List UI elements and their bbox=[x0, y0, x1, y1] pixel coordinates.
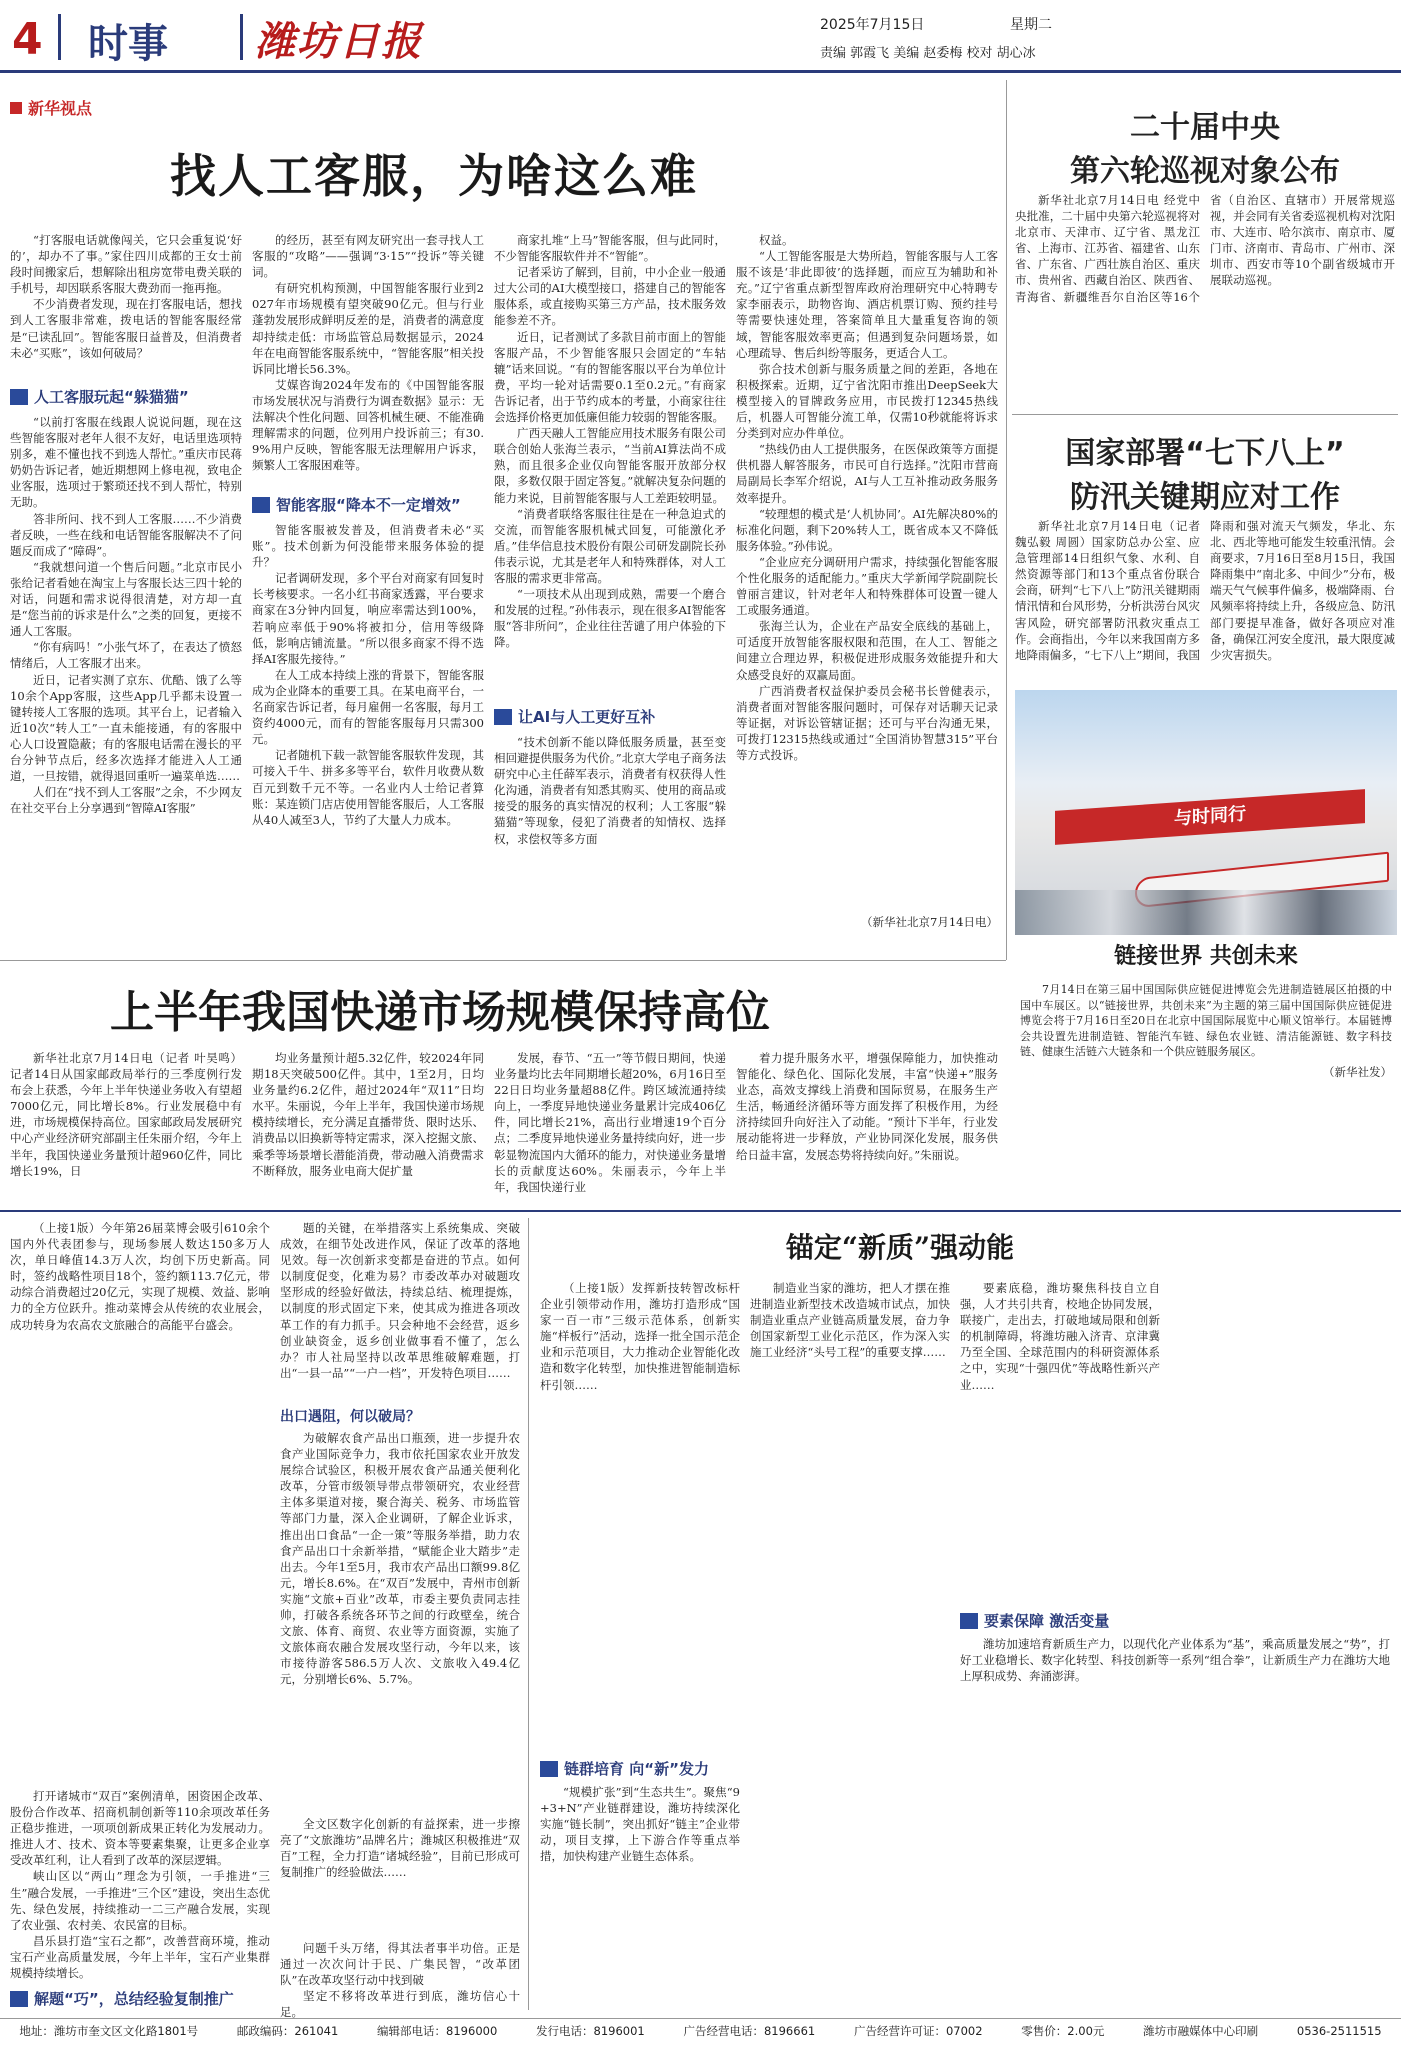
box-headline: 第六轮巡视对象公布 bbox=[1070, 154, 1340, 189]
square-icon bbox=[10, 389, 28, 405]
column-divider bbox=[1006, 80, 1007, 960]
square-icon bbox=[960, 1613, 978, 1629]
article-subheading: 让AI与人工更好互补 bbox=[494, 706, 726, 727]
header-rule bbox=[0, 70, 1401, 73]
article-column: 潍坊加速培育新质生产力，以现代化产业体系为“基”，乘高质量发展之“势”，打好工业稳增长、数字化转型、科技创新等一系列“组合拳”，让新质生产力在潍坊大地上厚积成势、奔涌澎湃。 bbox=[960, 1637, 1390, 1684]
news-photo bbox=[1015, 690, 1397, 935]
article-subheading: 解题“巧”，总结经验复制推广 bbox=[10, 1988, 270, 2009]
footer-ad: 广告经营电话：8196661 bbox=[683, 2024, 816, 2038]
article-column: 问题千头万绪，得其法者事半功倍。正是通过一次次问计于民、广集民智，“改革团队”在改革攻坚行动中找到破 坚定不移将改革进行到底，潍坊信心十足。 bbox=[280, 1941, 520, 2020]
footer-delivery: 发行电话：8196001 bbox=[536, 2024, 645, 2038]
footer-editphone: 编辑部电话：8196000 bbox=[377, 2024, 498, 2038]
editor-credits: 责编 郭霞飞 美编 赵委梅 校对 胡心冰 bbox=[820, 46, 1036, 61]
photo-crowd bbox=[1015, 890, 1397, 935]
article-column: 发展，春节、“五一”等节假日期间，快递业务量均比去年同期增长超20%，6月16日至22日日均业务量超88亿件。跨区域流通持续向上，一季度异地快递业务量累计完成406亿件，同比增长21%，高出行业增速19个百分点；二季度异地快递业务量持续向好，进一步彰显物流国内大循环的能力，对快递业务量增长的贡献度达60%。朱丽表示，今年上半年，我国快递行业 bbox=[494, 1051, 726, 1194]
article-dateline: （新华社北京7月14日电） bbox=[861, 915, 998, 929]
footer-printer: 潍坊市融媒体中心印刷 bbox=[1143, 2024, 1259, 2038]
xinhua-label: 新华视点 bbox=[10, 96, 92, 119]
header-divider bbox=[240, 14, 243, 60]
article-column: 均业务量预计超5.32亿件，较2024年同期18天突破500亿件。其中，1至2月，日均业务量约6.2亿件，超过2024年“双11”日均水平。朱丽说，今年上半年，我国快递市场规模持续增长，充分满足直播带货、限时达乐、消费品以旧换新等特定需求，深入挖掘文旅、乘季等场景增长潜能消费，带动融入消费需求不断释放，服务业电商大促扩量 bbox=[252, 1051, 484, 1178]
article-column: “打客服电话就像闯关，它只会重复说‘好的’，却办不了事。”家住四川成都的王女士前段时间搬家后，想解除出租房宽带电费关联的手机号，却因联系客服大费劲而一拖再拖。 不少消费者发现，现在打客服电话，想找到人工客服非常难，拨电话的智能客服经常是“已读乱回”。智能客服日益普及，但消费者未必“买账”，该如何破局？ bbox=[10, 233, 242, 360]
photo-headline: 链接世界 共创未来 bbox=[1020, 935, 1392, 979]
section-divider bbox=[0, 960, 1006, 961]
photo-caption: 7月14日在第三届中国国际供应链促进博览会先进制造链展区拍摄的中国中车展区。以“链接世界，共创未来”为主题的第三届中国国际供应链促进博览会将于7月16日至20日在北京中国国际展览中心顺义馆举行。本届链博会共设置先进制造链、智能汽车链、绿色农业链、清洁能源链、数字科技链、健康生活链六大链条和一个供应链服务展区。 bbox=[1020, 983, 1392, 1058]
issue-weekday: 星期二 bbox=[1010, 17, 1052, 33]
article-column: “以前打客服在线跟人说说问题，现在这些智能客服对老年人很不友好，电话里选项特别多，难不懂也找不到选人帮忙。”重庆市民蒋奶奶告诉记者，她近期想网上修电视，致电企业客服，选项过于繁琐还找不到人帮忙，特别无助。 答非所问、找不到人工客服……不少消费者反映，一些在线和电话智能客服解决不了问题反而成了“障碍”。 “我就想问道一个售后问题。”北京市民小张给记者看她在淘宝上与客服长达三四十轮的对话，问题和需求说得很清楚，对方却一直是“您当前的诉求是什么”之类的回复，更接不通人工客服。 “你有病吗！”小张气坏了，在表达了愤怒情绪后，人工客服才出来。 近日，记者实测了京东、优酷、饿了么等10余个App客服，这些App几乎都未设置一键转接人工客服的选项。其平台上，记者输入近10次“转人工”一直未能接通，有的客服中心人口设置隐蔽；有的客服电话需在漫长的平台分钟节点后，经多次选择才能进入人工通道，一旦按错，就得退回重听一遍菜单选…… 人们在“找不到人工客服”之余，不少网友在社交平台上分享遇到“智障AI客服” bbox=[10, 415, 242, 816]
photo-credit: （新华社发） bbox=[1323, 1065, 1392, 1079]
article-column: 着力提升服务水平，增强保障能力，加快推动智能化、绿色化、国际化发展，丰富“快递+”服务业态，高效支撑线上消费和国际贸易，在服务生产生活，畅通经济循环等方面发挥了积极作用，为经济持续回升向好注入了动能。“预计下半年，行业发展动能将进一步释放，产业协同深化发展，服务供给日益丰富，发展态势将持续向好。”朱丽说。 bbox=[736, 1051, 998, 1162]
box-headline: 防汛关键期应对工作 bbox=[1070, 480, 1340, 515]
square-icon bbox=[10, 102, 22, 114]
article-column: 为破解农食产品出口瓶颈，进一步提升农食产业国际竞争力，我市依托国家农业开放发展综合试验区，积极开展农食产品通关便利化改革，分管市级领导带点带领研究，农业经营主体多渠道对接，聚合海关、税务、市场监管等部门力量，深入企业调研，了解企业诉求，推出出口食品“一企一策”等服务举措，助力农食产品出口十余新举措，“赋能企业大踏步”走出去。今年1至5月，我市农产品出口额99.8亿元，增长8.6%。在“双百”发展中，青州市创新实施“文旅+百业”改革，市委主要负责同志挂帅，打破各系统各环节之间的行政壁垒，统合文旅、体育、商贸、农业等方面资源，实施了文旅体商农融合发展攻坚行动，今年以来，该市接待游客586.5万人次、文旅收入49.4亿元，分别增长6%、5.7%。 bbox=[280, 1431, 520, 1687]
article-column: 商家扎堆“上马”智能客服，但与此同时，不少智能客服软件并不“智能”。 记者采访了解到，目前，中小企业一般通过大公司的AI大模型接口，搭建自己的智能客服体系，或直接购买第三方产品，技术服务效能参差不齐。 近日，记者测试了多款目前市面上的智能客服产品，不少智能客服只会固定的“车轱辘”话来回说。“有的智能客服以平台为单位计费，平均一轮对话需要0.1至0.2元。”有商家告诉记者，出于节约成本的考量，小商家往往会选择价格更加低廉但能力较弱的智能客服。 广西天融人工智能应用技术服务有限公司联合创始人张海兰表示，“当前AI算法尚不成熟，而且很多企业仅向智能客服开放部分权限，多数仅限于固定答复。”就解决复杂问题的能力来说，目前智能客服与人工差距较明显。 “消费者联络客服往往是在一种急迫式的交流，而智能客服机械式回复，可能激化矛盾。”佳华信息技术股份有限公司研发副院长孙伟表示说，尤其是老年人和特殊群体，对人工客服的需求更非常高。 “一项技术从出现到成熟，需要一个磨合和发展的过程。”孙伟表示，现在很多AI智能客服“答非所问”，企业往往苦谴了用户体验的下降。 bbox=[494, 233, 726, 650]
box-divider bbox=[1012, 414, 1398, 415]
article-subheading: 要素保障 激活变量 bbox=[960, 1610, 1160, 1631]
article-column: 新华社北京7月14日电（记者 叶昊鸣）记者14日从国家邮政局举行的三季度例行发布会上获悉，今年上半年快递业务收入有望超7000亿元，同比增长8%。行业发展稳中有进，市场规模保持高位。国家邮政局发展研究中心产业经济研究部副主任朱丽介绍，今年上半年，我国快递业务量预计超960亿件，同比增长19%，日 bbox=[10, 1051, 242, 1178]
section-title: 时事 bbox=[88, 21, 168, 67]
footer-tel: 0536-2511515 bbox=[1296, 2024, 1382, 2038]
header-divider bbox=[58, 14, 61, 60]
article-column: 题的关键，在举措落实上系统集成、突破成效，在细节处改进作风，保证了改革的落地见效。每一次创新求变都是奋进的节点。如何以制度促变，化难为易？市委改革办对破题攻坚形成的经验好做法，持续总结、梳理提炼，以制度的形式固定下来，使其成为推进各项改革工作的有力抓手。只会种地不会经营，返乡创业缺资金，返乡创业做事看不懂了，怎么办？市人社局坚持以改革思维破解难题，打出“一县一品”“一户一档”，开发特色项目…… bbox=[280, 1221, 520, 1380]
article-column: 智能客服被发普及，但消费者未必“买账”。技术创新为何没能带来服务体验的提升？ 记者调研发现，多个平台对商家有回复时长考核要求。一名小红书商家透露，平台要求商家在3分钟内回复，响应率需达到100%，若响应率低于90%将被扣分，信用等级降低，影响店铺流量。“所以很多商家不得不选择AI客服先接待。” 在人工成本持续上涨的背景下，智能客服成为企业降本的重要工具。在某电商平台，一名商家告诉记者，每月雇佣一名客服，每月工资约4000元，而有的智能客服每月只需300元。 记者随机下载一款智能客服软件发现，其可接入千牛、拼多多等平台，软件月收费从数百元到数千元不等。一名业内人士给记者算账：某连锁门店店使用智能客服后，人工客服从40人减至3人，节约了大量人力成本。 bbox=[252, 523, 484, 827]
footer-adlicense: 广告经营许可证：07002 bbox=[853, 2024, 983, 2038]
article-column: （上接1版）发挥新技转智改标杆企业引领带动作用，潍坊打造形成“国家一百一市”三级示范体系，创新实施“样板行”活动，选择一批全国示范企业和示范项目，大力推动企业智能化改造和数字化转型，加快推进智能制造标杆引领…… bbox=[540, 1281, 741, 1392]
article-column: 全文区数字化创新的有益探索，进一步擦亮了“文旅潍坊”品牌名片；潍城区积极推进“双百”工程，全力打造“诸城经验”，目前已形成可复制推广的经验做法…… bbox=[280, 1817, 520, 1880]
footer-address: 地址：潍坊市奎文区文化路1801号 bbox=[19, 2024, 199, 2038]
article-column: 权益。 “人工智能客服是大势所趋，智能客服与人工客服不该是‘非此即彼’的选择题，而应互为辅助和补充。”辽宁省重点新型智库政府治理研究中心特聘专家李丽表示，助物咨询、酒店机票订购、预约挂号等需要快速处理，答案简单且大量重复咨询的领域，智能客服效率更高；但遇到复杂问题场景，如心理疏导、售后纠纷等服务，更适合人工。 弥合技术创新与服务质量之间的差距，各地在积极探索。近期，辽宁省沈阳市推出DeepSeek大模型接入的冒牌政务应用，市民拨打12345热线后，机器人可智能分流工单，仅需10秒就能将诉求分类到对应办件单位。 “热线仍由人工提供服务，在医保政策等方面提供机器人解答服务，市民可自行选择。”沈阳市营商局副局长李军介绍说，AI与人工互补推动政务服务效率提升。 “较理想的模式是‘人机协同’。AI先解决80%的标准化问题，剩下20%转人工，既省成本又不降低服务体验。”孙伟说。 “企业应充分调研用户需求，持续强化智能客服个性化服务的适配能力。”重庆大学新闻学院副院长曾丽言建议，针对老年人和特殊群体可设置一键人工或服务通道。 张海兰认为，企业在产品安全底线的基础上，可适度开放智能客服权限和范围，在人工、智能之间建立合理边界，积极促进形成服务效能提升和大众感受良好的双赢局面。 广西消费者权益保护委员会秘书长曾健表示，消费者面对智能客服问题时，可保存对话聊天记录等证据，对诉讼管辖证据；还可与平台沟通无果，可拨打12315热线或通过“全国消协智慧315”平台等方式投诉。 bbox=[736, 233, 998, 762]
page-footer bbox=[0, 2018, 1401, 2043]
box-body: 新华社北京7月14日电 经党中央批准，二十届中央第六轮巡视将对北京市、天津市、辽宁省、黑龙江省、上海市、江苏省、福建省、山东省、广东省、广西壮族自治区、重庆市、贵州省、西藏自治区、陕西省、青海省、新疆维吾尔自治区等16个省（自治区、直辖市）开展常规巡视，并会同有关省委巡视机构对沈阳市、大连市、哈尔滨市、南京市、厦门市、济南市、青岛市、广州市、深圳市、西安市等10个副省级城市开展联动巡视。 bbox=[1015, 193, 1395, 304]
box-headline: 二十届中央 bbox=[1130, 110, 1280, 145]
box-headline: 国家部署“七下八上” bbox=[1065, 436, 1345, 471]
page-number: 4 bbox=[12, 14, 43, 65]
square-icon bbox=[494, 709, 512, 725]
article-column: 的经历，甚至有网友研究出一套寻找人工客服的“攻略”——强调“3·15”“投诉”等关键词。 有研究机构预测，中国智能客服行业到2027年市场规模有望突破90亿元。但与行业蓬勃发展形成鲜明反差的是，消费者的满意度却持续走低：市场监管总局数据显示，2024年在电商智能客服系统中，“智能客服”相关投诉同比增长56.3%。 艾媒咨询2024年发布的《中国智能客服市场发展状况与消费行为调查数据》显示：无法解决个性化问题、回答机械生硬、不能准确理解需求的问题，位列用户投诉前三；有30.9%用户反映，智能客服无法理解用户诉求，频繁人工客服困难等。 bbox=[252, 233, 484, 473]
article-column: “规模扩张”到“生态共生”。聚焦“9+3+N”产业链群建设，潍坊持续深化实施“链长制”，突出抓好“链主”企业带动，项目支撑，上下游合作等重点举措，加快构建产业链生态体系。 bbox=[540, 1785, 740, 1864]
issue-date: 2025年7月15日 bbox=[820, 17, 925, 33]
column-divider bbox=[528, 1218, 529, 2010]
square-icon bbox=[540, 1761, 558, 1777]
article-column: 要素底稳，潍坊聚焦科技自立自强，人才共引共育，校地企协同发展，联接广，走出去，打破地域局限和创新的机制障碍，将潍坊融入济青、京津冀乃至全国、全球范围内的科研资源体系之中，实现“十强四优”等战略性新兴产业…… bbox=[960, 1281, 1160, 1392]
article-subheading: 智能客服“降本不一定增效” bbox=[252, 494, 484, 515]
article-subheading: 链群培育 向“新”发力 bbox=[540, 1758, 740, 1779]
article-subheading: 人工客服玩起“躲猫猫” bbox=[10, 386, 242, 407]
square-icon bbox=[10, 1991, 28, 2007]
section-rule bbox=[0, 1210, 1401, 1212]
article-headline: 找人工客服，为啥这么难 bbox=[170, 149, 698, 203]
footer-zip: 邮政编码：261041 bbox=[236, 2024, 339, 2038]
article-subheading: 出口遇阻，何以破局？ bbox=[280, 1409, 420, 1425]
article-headline: 锚定“新质”强动能 bbox=[785, 1231, 1015, 1264]
article-column: 打开诸城市“双百”案例清单，困资困企改革、股份合作改革、招商机制创新等110余项改革任务正稳步推进，一项项创新成果正转化为发展动力。推进人才、技术、资本等要素集聚，让更多企业享受改革红利，让人看到了改革的深层逻辑。 峡山区以“两山”理念为引领，一手推进“三生”融合发展，一手推进“三个区”建设，突出生态优先、绿色发展，持续推动一二三产融合发展，实现了农业强、农村美、农民富的目标。 昌乐县打造“宝石之都”，改善营商环境，推动宝石产业高质量发展，今年上半年，宝石产业集群规模持续增长。 bbox=[10, 1789, 270, 1981]
article-column: 制造业当家的潍坊，把人才摆在推进制造业新型技术改造城市试点，加快制造业重点产业链高质量发展，奋力争创国家新型工业化示范区，作为深入实施工业经济“头号工程”的重要支撑…… bbox=[750, 1281, 950, 1360]
photo-sign: 与时同行 bbox=[1055, 789, 1365, 845]
masthead-logo: 潍坊日报 bbox=[255, 18, 423, 65]
article-column: “技术创新不能以降低服务质量，甚至变相回避提供服务为代价。”北京大学电子商务法研究中心主任薛军表示，消费者有权获得人性化沟通，消费者有知悉其购买、使用的商品或接受的服务的真实情况的权利；人工客服“躲猫猫”等现象，侵犯了消费者的知情权、选择权，求偿权等多方面 bbox=[494, 735, 726, 846]
article-column: （上接1版）今年第26届菜博会吸引610余个国内外代表团参与，现场参展人数达150多万人次，单日峰值14.3万人次，均创下历史新高。同时，签约战略性项目18个，签约额113.7亿元，带动综合消费超过20亿元，实现了规模、效益、影响力的全方位跃升。推动菜博会从传统的农业展会，成功转身为农高农文旅融合的高能平台盛会。 bbox=[10, 1221, 270, 1332]
square-icon bbox=[252, 497, 270, 513]
box-body: 新华社北京7月14日电（记者 魏弘毅 周圆）国家防总办公室、应急管理部14日组织气象、水利、自然资源等部门和13个重点省份联合会商，研判“七下八上”防汛关键期雨情汛情和台风形势，分析洪涝台风灾害风险，研究部署防汛救灾重点工作。会商指出，今年以来我国南方多地降雨偏多，“七下八上”期间，我国降雨和强对流天气频发，华北、东北、西北等地可能发生较重汛情。会商要求，7月16日至8月15日，我国降雨集中“南北多、中间少”分布，极端天气气候事件偏多，极端降雨、台风频率将持续上升，各级应急、防汛部门要提早准备，做好各项应对准备，确保江河安全度汛，最大限度减少灾害损失。 bbox=[1015, 519, 1395, 662]
article-headline: 上半年我国快递市场规模保持高位 bbox=[110, 987, 770, 1038]
footer-price: 零售价：2.00元 bbox=[1021, 2024, 1105, 2038]
